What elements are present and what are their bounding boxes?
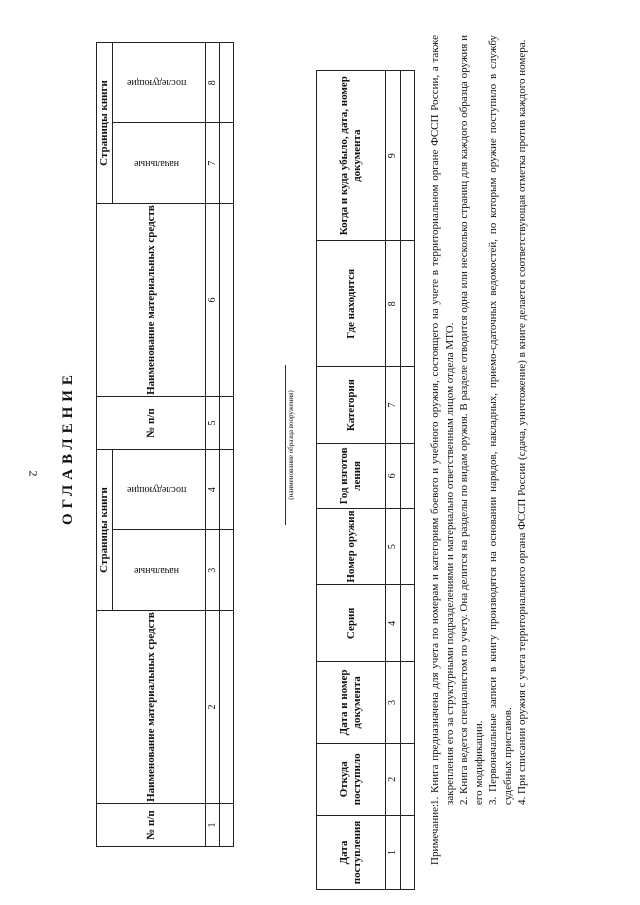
toc-index-6: 6 (205, 204, 220, 397)
note-item: 3. Первоначальные записи в книгу производятся на основании нарядов, накладных, приемо-сдаточных ведомостей, по которым оружие поступило в службу судебных приставов. (487, 35, 514, 805)
toc-index-5: 5 (205, 397, 220, 450)
weapons-index-9: 9 (386, 71, 401, 241)
toc-index-1: 1 (205, 804, 220, 847)
note-item: 1. Книга предназначена для учета по номерам и категориям боевого и учебного оружия, состоящего на учете в территориальном органе ФССП России, а также закрепления его за структурными подразделениями и материально ответственным лицом отдела МТО. (429, 35, 456, 805)
toc-header-num: № п/п (97, 804, 206, 847)
weapons-index-5: 5 (386, 508, 401, 585)
weapons-index-2: 2 (386, 743, 401, 815)
toc-header-name: Наименование материальных средств (97, 611, 206, 804)
col-header-weapon-number: Номер оружия (317, 508, 386, 585)
col-header-year: Год изготов ления (317, 444, 386, 509)
notes-block (428, 35, 530, 865)
toc-index-8: 8 (205, 43, 220, 124)
toc-header-num-2: № п/п (97, 397, 206, 450)
note-item: 4. При списании оружия с учета территориального органа ФССП России (сдача, уничтожение) в книге делается соответствующая отметка против каждого номера. (516, 39, 529, 805)
col-header-receipt-date: Дата поступления (317, 815, 386, 889)
weapons-index-6: 6 (386, 444, 401, 509)
toc-index-4: 4 (205, 450, 220, 531)
col-header-location: Где находится (317, 241, 386, 367)
weapons-index-8: 8 (386, 241, 401, 367)
col-header-source: Откуда поступило (317, 743, 386, 815)
toc-index-2: 2 (205, 611, 220, 804)
page-title: ОГЛАВЛЕНИЕ (60, 370, 76, 525)
weapons-index-1: 1 (386, 815, 401, 889)
toc-sub-next: последующие (127, 484, 187, 496)
col-header-document: Дата и номер документа (317, 662, 386, 743)
toc-index-7: 7 (205, 123, 220, 204)
toc-index-3: 3 (205, 530, 220, 611)
toc-sub-start: начальные (134, 565, 180, 576)
toc-table (96, 42, 234, 847)
weapons-table (316, 70, 415, 890)
toc-header-name-2: Наименование материальных средств (97, 204, 206, 397)
col-header-departure: Когда и куда убыло, дата, номер документа (317, 71, 386, 241)
page-number: 2 (26, 470, 41, 477)
weapons-index-3: 3 (386, 662, 401, 743)
weapons-index-4: 4 (386, 585, 401, 662)
toc-header-pages-2: Страницы книги (97, 43, 113, 204)
toc-sub-next-2: последующие (127, 77, 187, 89)
toc-header-pages: Страницы книги (97, 450, 113, 611)
col-header-category: Категория (317, 367, 386, 444)
weapons-index-7: 7 (386, 367, 401, 444)
notes-label: Примечание: (429, 803, 441, 865)
toc-sub-start-2: начальные (134, 158, 180, 169)
note-item: 2. Книга ведется специалистом по учету. Она делится на разделы по видам оружия. В разделе отводится одна или несколько страниц для каждого образца оружия и его модификации. (458, 35, 485, 805)
col-header-series: Серия (317, 585, 386, 662)
weapon-model-caption: (наименование образца вооружения) (285, 365, 295, 525)
